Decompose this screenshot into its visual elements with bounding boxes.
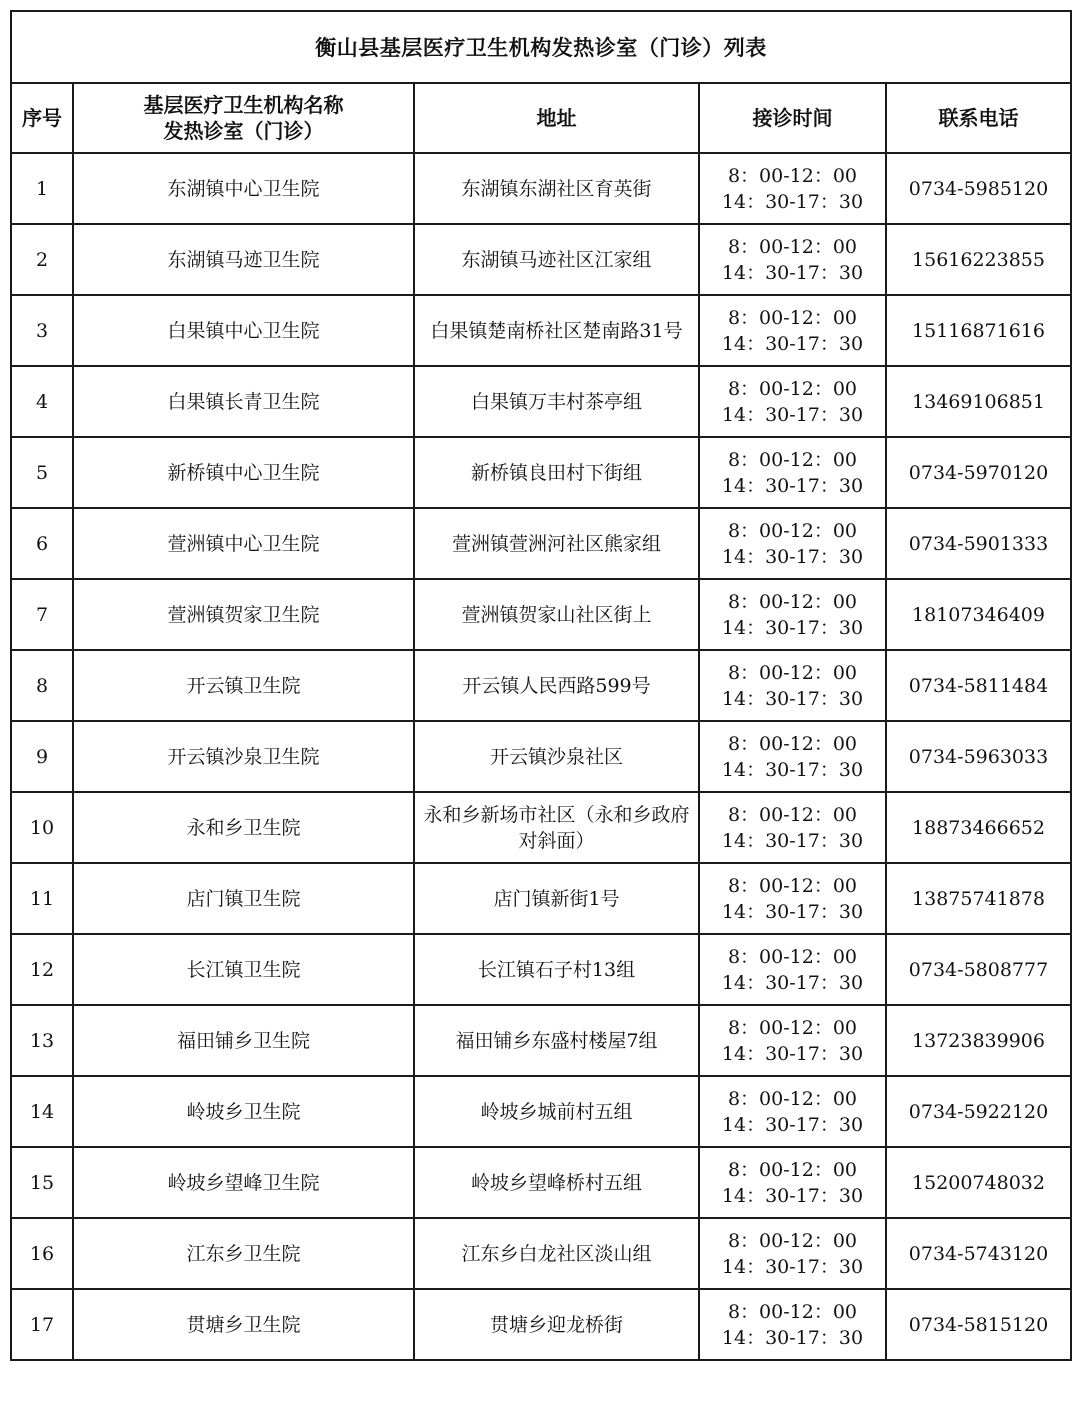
row-hours-am: 8：00-12：00: [727, 1300, 858, 1323]
row-hours-pm: 14：30-17：30: [721, 1113, 864, 1136]
row-hours-pm: 14：30-17：30: [721, 190, 864, 213]
row-address: [414, 295, 699, 366]
row-address-text: 萱洲镇萱洲河社区熊家组: [451, 532, 661, 555]
row-hours: [699, 1218, 886, 1289]
row-address: [414, 792, 699, 863]
row-phone: 0734-5963033: [886, 721, 1071, 792]
header-index: 序号: [11, 83, 73, 153]
row-hours-am: 8：00-12：00: [727, 1087, 858, 1110]
row-address-text: 店门镇新街1号: [493, 887, 620, 910]
fever-clinic-table: [10, 10, 1072, 1361]
row-index: 11: [11, 863, 73, 934]
row-name: 白果镇中心卫生院: [73, 295, 414, 366]
row-name: 岭坡乡卫生院: [73, 1076, 414, 1147]
row-phone: 0734-5970120: [886, 437, 1071, 508]
row-index: 8: [11, 650, 73, 721]
row-name: 开云镇沙泉卫生院: [73, 721, 414, 792]
row-hours-pm: 14：30-17：30: [721, 758, 864, 781]
table-row: [11, 1218, 1071, 1289]
row-name: 贯塘乡卫生院: [73, 1289, 414, 1360]
row-hours-am: 8：00-12：00: [727, 803, 858, 826]
row-hours: [699, 508, 886, 579]
row-hours-pm: 14：30-17：30: [721, 900, 864, 923]
row-name: 东湖镇马迹卫生院: [73, 224, 414, 295]
row-hours-am: 8：00-12：00: [727, 164, 858, 187]
row-hours-pm: 14：30-17：30: [721, 971, 864, 994]
row-hours-am: 8：00-12：00: [727, 661, 858, 684]
row-hours: [699, 224, 886, 295]
table-row: [11, 437, 1071, 508]
table-row: [11, 863, 1071, 934]
row-hours-am: 8：00-12：00: [727, 945, 858, 968]
row-index: 16: [11, 1218, 73, 1289]
row-index: 3: [11, 295, 73, 366]
row-phone: 0734-5743120: [886, 1218, 1071, 1289]
row-name: 店门镇卫生院: [73, 863, 414, 934]
row-name: 开云镇卫生院: [73, 650, 414, 721]
row-address-text: 江东乡白龙社区淡山组: [461, 1242, 652, 1265]
table-row: [11, 1076, 1071, 1147]
table-row: [11, 1005, 1071, 1076]
row-name: 新桥镇中心卫生院: [73, 437, 414, 508]
row-hours: [699, 1289, 886, 1360]
row-hours-pm: 14：30-17：30: [721, 1042, 864, 1065]
row-phone: 15116871616: [886, 295, 1071, 366]
row-hours: [699, 366, 886, 437]
row-phone: 13469106851: [886, 366, 1071, 437]
header-address: 地址: [414, 83, 699, 153]
row-phone: 0734-5901333: [886, 508, 1071, 579]
row-hours: [699, 934, 886, 1005]
row-name: 白果镇长青卫生院: [73, 366, 414, 437]
row-hours: [699, 153, 886, 224]
row-hours-pm: 14：30-17：30: [721, 1184, 864, 1207]
row-name: 东湖镇中心卫生院: [73, 153, 414, 224]
row-hours: [699, 863, 886, 934]
row-hours-pm: 14：30-17：30: [721, 1255, 864, 1278]
header-name-line1: 基层医疗卫生机构名称: [143, 93, 344, 117]
table-row: [11, 295, 1071, 366]
row-index: 13: [11, 1005, 73, 1076]
row-phone: 18873466652: [886, 792, 1071, 863]
row-hours: [699, 1147, 886, 1218]
row-hours: [699, 650, 886, 721]
row-address: [414, 1218, 699, 1289]
table-row: [11, 366, 1071, 437]
table-body: [11, 153, 1071, 1360]
table-row: [11, 1289, 1071, 1360]
table-row: [11, 224, 1071, 295]
row-hours-am: 8：00-12：00: [727, 306, 858, 329]
row-hours-am: 8：00-12：00: [727, 732, 858, 755]
row-address: [414, 366, 699, 437]
row-index: 15: [11, 1147, 73, 1218]
header-phone: 联系电话: [886, 83, 1071, 153]
row-address-text: 新桥镇良田村下街组: [470, 461, 642, 484]
row-address-text: 长江镇石子村13组: [477, 958, 636, 981]
row-address-text: 开云镇人民西路599号: [462, 674, 651, 697]
row-hours: [699, 579, 886, 650]
row-phone: 13723839906: [886, 1005, 1071, 1076]
row-address-text: 福田铺乡东盛村楼屋7组: [455, 1029, 658, 1052]
row-hours-pm: 14：30-17：30: [721, 474, 864, 497]
table-row: [11, 721, 1071, 792]
row-address-text: 东湖镇东湖社区育英街: [461, 177, 652, 200]
row-hours: [699, 721, 886, 792]
row-hours-pm: 14：30-17：30: [721, 687, 864, 710]
row-index: 6: [11, 508, 73, 579]
row-index: 2: [11, 224, 73, 295]
row-address-text: 岭坡乡望峰桥村五组: [470, 1171, 642, 1194]
row-name: 永和乡卫生院: [73, 792, 414, 863]
row-address-text: 白果镇万丰村茶亭组: [470, 390, 642, 413]
row-phone: 0734-5985120: [886, 153, 1071, 224]
row-phone: 15616223855: [886, 224, 1071, 295]
row-address-text: 开云镇沙泉社区: [489, 745, 623, 768]
row-name: 岭坡乡望峰卫生院: [73, 1147, 414, 1218]
row-address-text: 白果镇楚南桥社区楚南路31号: [430, 319, 683, 342]
row-hours-pm: 14：30-17：30: [721, 545, 864, 568]
row-address-text: 永和乡新场市社区（永和乡政府对斜面）: [423, 803, 690, 852]
row-hours-am: 8：00-12：00: [727, 874, 858, 897]
row-hours: [699, 437, 886, 508]
row-address: [414, 650, 699, 721]
row-address: [414, 934, 699, 1005]
row-phone: 0734-5808777: [886, 934, 1071, 1005]
header-name-line2: 发热诊室（门诊）: [163, 119, 324, 143]
row-hours: [699, 792, 886, 863]
row-phone: 18107346409: [886, 579, 1071, 650]
row-index: 12: [11, 934, 73, 1005]
row-address-text: 萱洲镇贺家山社区街上: [461, 603, 652, 626]
row-index: 5: [11, 437, 73, 508]
table-row: [11, 1147, 1071, 1218]
row-hours-pm: 14：30-17：30: [721, 332, 864, 355]
row-hours-am: 8：00-12：00: [727, 235, 858, 258]
row-hours-am: 8：00-12：00: [727, 1158, 858, 1181]
row-address: [414, 437, 699, 508]
row-address: [414, 224, 699, 295]
row-name: 福田铺乡卫生院: [73, 1005, 414, 1076]
row-index: 1: [11, 153, 73, 224]
row-name: 江东乡卫生院: [73, 1218, 414, 1289]
row-phone: 0734-5922120: [886, 1076, 1071, 1147]
table-title: 衡山县基层医疗卫生机构发热诊室（门诊）列表: [11, 11, 1071, 83]
row-address: [414, 721, 699, 792]
row-hours: [699, 1005, 886, 1076]
row-index: 7: [11, 579, 73, 650]
row-index: 10: [11, 792, 73, 863]
row-hours-am: 8：00-12：00: [727, 1016, 858, 1039]
row-phone: 13875741878: [886, 863, 1071, 934]
table-row: [11, 934, 1071, 1005]
row-hours-am: 8：00-12：00: [727, 590, 858, 613]
row-hours-am: 8：00-12：00: [727, 448, 858, 471]
row-name: 萱洲镇贺家卫生院: [73, 579, 414, 650]
row-address: [414, 1147, 699, 1218]
row-index: 17: [11, 1289, 73, 1360]
row-name: 萱洲镇中心卫生院: [73, 508, 414, 579]
row-hours-pm: 14：30-17：30: [721, 829, 864, 852]
row-address: [414, 863, 699, 934]
row-hours-am: 8：00-12：00: [727, 1229, 858, 1252]
row-hours: [699, 295, 886, 366]
row-hours-am: 8：00-12：00: [727, 377, 858, 400]
row-hours-pm: 14：30-17：30: [721, 403, 864, 426]
row-address-text: 贯塘乡迎龙桥街: [489, 1313, 623, 1336]
table-row: [11, 650, 1071, 721]
table-row: [11, 508, 1071, 579]
row-index: 14: [11, 1076, 73, 1147]
table-row: [11, 792, 1071, 863]
header-name: [73, 83, 414, 153]
table-header-row: [11, 83, 1071, 153]
row-address: [414, 1076, 699, 1147]
row-address: [414, 579, 699, 650]
row-address-text: 岭坡乡城前村五组: [480, 1100, 633, 1123]
row-hours-pm: 14：30-17：30: [721, 616, 864, 639]
row-address: [414, 508, 699, 579]
row-index: 4: [11, 366, 73, 437]
row-index: 9: [11, 721, 73, 792]
table-row: [11, 579, 1071, 650]
row-phone: 15200748032: [886, 1147, 1071, 1218]
row-hours-am: 8：00-12：00: [727, 519, 858, 542]
row-phone: 0734-5811484: [886, 650, 1071, 721]
row-hours-pm: 14：30-17：30: [721, 1326, 864, 1349]
row-hours-pm: 14：30-17：30: [721, 261, 864, 284]
row-address: [414, 153, 699, 224]
header-hours: 接诊时间: [699, 83, 886, 153]
row-address: [414, 1005, 699, 1076]
row-phone: 0734-5815120: [886, 1289, 1071, 1360]
row-name: 长江镇卫生院: [73, 934, 414, 1005]
row-hours: [699, 1076, 886, 1147]
row-address-text: 东湖镇马迹社区江家组: [461, 248, 652, 271]
table-row: [11, 153, 1071, 224]
row-address: [414, 1289, 699, 1360]
